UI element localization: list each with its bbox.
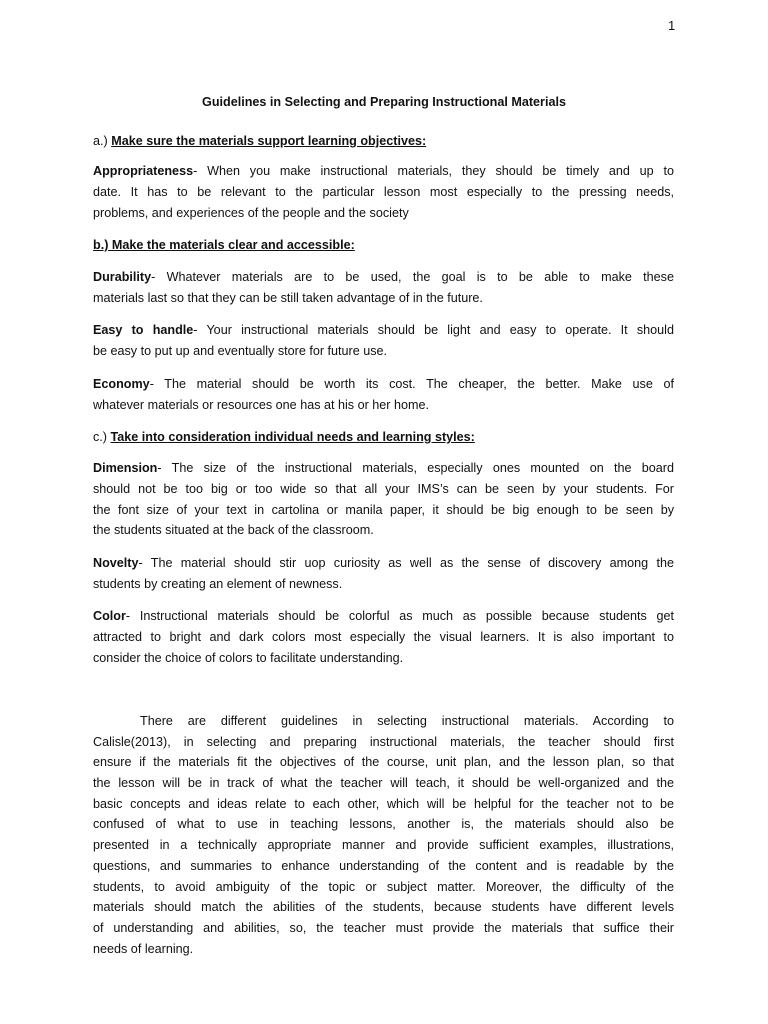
section-heading-text: Make sure the materials support learning objectives: [111,134,427,148]
text-line: ensure if the materials fit the objectives of the course, unit plan, and the lesson plan, so that [93,755,674,770]
text-line: questions, and summaries to enhance understanding of the content and is readable by the [93,858,674,873]
text-line [93,627,674,648]
text-line: students, to avoid ambiguity of the topic or subject matter. Moreover, the difficulty of the [93,879,674,894]
criterion-term: Appropriateness [93,164,194,178]
section-prefix: b.) [93,238,112,252]
text-line: materials should match the abilities of the students, because students have different levels [93,900,674,915]
text-line [93,553,674,574]
text-line [93,320,674,341]
section-heading-text: Make the materials clear and accessible: [111,238,355,252]
line-text: - The material should be worth its cost. The cheaper, the better. Make use of [149,377,674,391]
text-line [93,182,674,203]
text-line [93,574,674,595]
criterion-paragraph [93,374,674,416]
text-line [93,341,674,362]
text-line [93,520,674,541]
criterion-term: Economy [93,377,150,391]
line-text: date. It has to be relevant to the particular lesson most especially to the pressing needs, [93,184,674,199]
criterion-term: Easy to handle [93,323,194,337]
text-line [93,648,674,669]
text-line: There are different guidelines in selecting instructional materials. According to [140,714,674,728]
criterion-paragraph [93,606,674,668]
line-text: - Your instructional materials should be light and easy to operate. It should [193,323,674,337]
line-text: students by creating an element of newness. [93,576,343,591]
page-number: 1 [668,18,676,33]
text-line [93,395,674,416]
line-text: should not be too big or too wide so that all your IMS’s can be seen by your students. For [93,481,674,496]
criterion-paragraph [93,458,674,541]
section-heading [93,427,674,448]
text-line [93,500,674,521]
criterion-paragraph [93,161,674,223]
text-line [93,203,674,224]
section-heading [93,131,674,152]
section-heading-text: Take into consideration individual needs and learning styles: [110,430,475,444]
text-line [93,479,674,500]
line-text: - Instructional materials should be colorful as much as possible because students get [125,609,674,623]
section-prefix: c.) [93,430,111,444]
line-text: - Whatever materials are to be used, the goal is to be able to make these [151,270,674,284]
text-line [93,267,674,288]
text-line [93,374,674,395]
text-line: basic concepts and ideas relate to each other, which will be helpful for the teacher not to be [93,796,674,811]
criterion-term: Novelty [93,556,139,570]
criterion-paragraph [93,320,674,362]
criterion-term: Durability [93,270,152,284]
line-text: materials last so that they can be still taken advantage of in the future. [93,290,483,305]
line-text: the font size of your text in cartolina or manila paper, it should be big enough to be seen by [93,502,674,517]
criterion-term: Dimension [93,461,158,475]
criterion-paragraph [93,553,674,595]
line-text: whatever materials or resources one has at his or her home. [93,397,429,412]
document-title: Guidelines in Selecting and Preparing Instructional Materials [202,95,566,109]
line-text: be easy to put up and eventually store for future use. [93,343,388,358]
section-heading [93,235,674,256]
text-line: presented in a technically appropriate manner and provide sufficient examples, illustrations, [93,838,674,853]
line-text: attracted to bright and dark colors most especially the visual learners. It is also important to [93,629,674,644]
line-text: the students situated at the back of the classroom. [93,523,374,538]
text-line [93,288,674,309]
text-line: Calisle(2013), in selecting and preparing instructional materials, the teacher should first [93,734,674,749]
text-line [93,458,674,479]
criterion-term: Color [93,609,126,623]
line-text: - The size of the instructional materials, especially ones mounted on the board [157,461,674,475]
text-line: the lesson will be in track of what the teacher will teach, it should be well-organized and the [93,776,674,791]
text-line: of understanding and abilities, so, the teacher must provide the materials that suffice their [93,920,674,935]
line-text: consider the choice of colors to facilitate understanding. [93,650,404,665]
line-text: problems, and experiences of the people and the society [93,205,409,220]
body-paragraph [93,711,674,959]
text-line: confused of what to use in teaching lessons, another is, the materials should also be [93,817,674,832]
line-text: - When you make instructional materials, they should be timely and up to [193,164,674,178]
criterion-paragraph [93,267,674,309]
text-line [93,606,674,627]
text-line: needs of learning. [93,941,194,956]
text-line [93,161,674,182]
section-prefix: a.) [93,134,112,148]
line-text: - The material should stir uop curiosity as well as the sense of discovery among the [138,556,674,570]
